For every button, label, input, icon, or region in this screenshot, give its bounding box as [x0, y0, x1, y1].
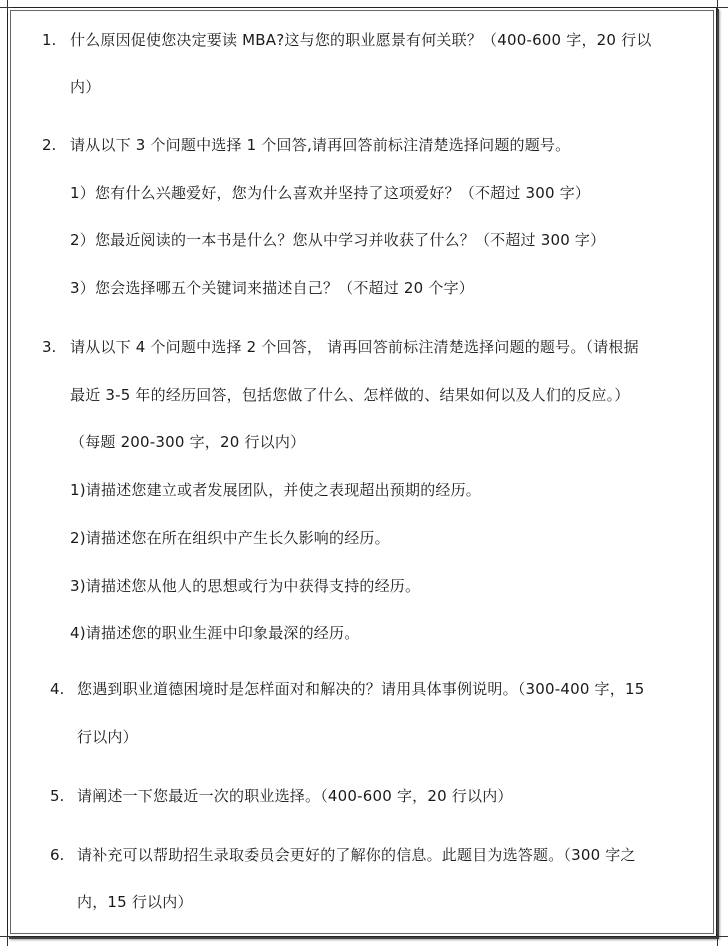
question-number: 4.: [50, 680, 65, 698]
question-text: 请从以下 3 个问题中选择 1 个回答,请再回答前标注清楚选择问题的题号。: [70, 136, 571, 154]
question-text: 什么原因促使您决定要读 MBA?这与您的职业愿景有何关联？（400-600 字，20 行以: [70, 31, 652, 49]
question-option: 4)请描述您的职业生涯中印象最深的经历。: [70, 624, 360, 642]
question-text: 内）: [70, 78, 101, 96]
frame-corner-mark: [717, 0, 718, 12]
question-option: 1）您有什么兴趣爱好，您为什么喜欢并坚持了这项爱好？（不超过 300 字）: [70, 184, 591, 202]
frame-corner-mark: [0, 7, 12, 8]
question-number: 1.: [42, 31, 57, 49]
question-text: （每题 200-300 字，20 行以内）: [70, 433, 306, 451]
question-option: 1)请描述您建立或者发展团队，并使之表现超出预期的经历。: [70, 481, 481, 499]
question-option: 3)请描述您从他人的思想或行为中获得支持的经历。: [70, 577, 421, 595]
frame-corner-mark: [7, 934, 8, 946]
question-text: 您遇到职业道德困境时是怎样面对和解决的？请用具体事例说明。（300-400 字，15: [77, 680, 645, 698]
question-text: 最近 3-5 年的经历回答，包括您做了什么、怎样做的、结果如何以及人们的反应。）: [70, 386, 630, 404]
question-text: 请阐述一下您最近一次的职业选择。（400-600 字，20 行以内）: [77, 787, 513, 805]
question-option: 2)请描述您在所在组织中产生长久影响的经历。: [70, 529, 390, 547]
frame-corner-mark: [7, 0, 8, 12]
question-text: 请补充可以帮助招生录取委员会更好的了解你的信息。此题目为选答题。（300 字之: [77, 846, 636, 864]
question-number: 3.: [42, 338, 57, 356]
frame-corner-mark: [0, 936, 12, 937]
question-text: 请从以下 4 个问题中选择 2 个回答， 请再回答前标注清楚选择问题的题号。（请根据: [70, 338, 639, 356]
question-number: 6.: [50, 846, 65, 864]
question-number: 5.: [50, 787, 65, 805]
question-option: 2）您最近阅读的一本书是什么？您从中学习并收获了什么？（不超过 300 字）: [70, 231, 606, 249]
question-text: 内，15 行以内）: [77, 893, 193, 911]
question-number: 2.: [42, 136, 57, 154]
frame-corner-mark: [717, 934, 718, 946]
question-option: 3）您会选择哪五个关键词来描述自己？（不超过 20 个字）: [70, 279, 474, 297]
question-text: 行以内）: [77, 728, 138, 746]
